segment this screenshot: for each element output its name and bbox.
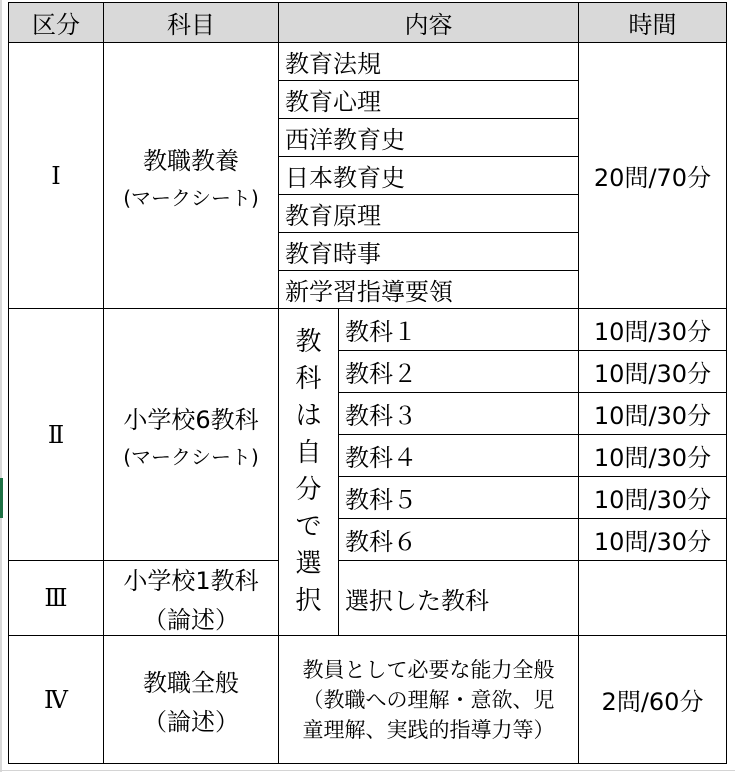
vertical-char: 科: [295, 364, 322, 394]
section4-content-cell[interactable]: [279, 636, 579, 764]
section3-kamoku-sub: （論述）: [143, 606, 239, 634]
section3-kubun[interactable]: Ⅲ: [9, 561, 104, 636]
section1-kamoku-cell[interactable]: [104, 43, 279, 309]
section2-time[interactable]: 10問/30分: [579, 351, 727, 393]
section4-content-line: 教員として必要な能力全般: [302, 657, 555, 682]
section2-item[interactable]: 教科４: [339, 435, 579, 477]
header-jikan[interactable]: 時間: [579, 3, 727, 43]
exam-schedule-table: [8, 2, 727, 764]
section4-content-line: 童理解、実践的指導力等）: [302, 717, 555, 742]
header-kamoku[interactable]: 科目: [104, 3, 279, 43]
vertical-char: で: [295, 512, 322, 542]
section2-item[interactable]: 教科５: [339, 477, 579, 519]
header-naiyou[interactable]: 内容: [279, 3, 579, 43]
section2-item[interactable]: 教科１: [339, 309, 579, 351]
section1-item[interactable]: 新学習指導要領: [279, 271, 579, 309]
section4-kubun[interactable]: Ⅳ: [9, 636, 104, 764]
row-selection-marker: [0, 478, 3, 518]
vertical-char: 択: [295, 586, 322, 616]
section3-time[interactable]: [579, 561, 727, 636]
section1-item[interactable]: 日本教育史: [279, 157, 579, 195]
section1-item[interactable]: 教育原理: [279, 195, 579, 233]
section2-item[interactable]: 教科３: [339, 393, 579, 435]
section1-item[interactable]: 教育法規: [279, 43, 579, 81]
section1-time[interactable]: 20問/70分: [579, 43, 727, 309]
section4-content-line: （教職への理解・意欲、児: [302, 687, 555, 712]
section2-kamoku-sub: (マークシート): [123, 444, 259, 469]
section1-item[interactable]: 教育心理: [279, 81, 579, 119]
section2-time[interactable]: 10問/30分: [579, 519, 727, 561]
section4-time[interactable]: 2問/60分: [579, 636, 727, 764]
section4-kamoku-sub: （論述）: [143, 707, 239, 736]
section3-content[interactable]: 選択した教科: [339, 561, 579, 636]
header-row: [9, 3, 727, 43]
section4-kamoku: 教職全般: [143, 668, 239, 697]
vertical-char: は: [295, 401, 322, 431]
section3-kamoku-cell[interactable]: [104, 561, 279, 636]
section2-item[interactable]: 教科６: [339, 519, 579, 561]
section1-kamoku: 教職教養: [143, 146, 239, 175]
vertical-char: 自: [295, 438, 322, 468]
sheet-edge: [0, 0, 2, 772]
section2-kamoku-cell[interactable]: [104, 309, 279, 561]
section2-item[interactable]: 教科２: [339, 351, 579, 393]
vertical-note-cell[interactable]: [279, 309, 339, 636]
section2-time[interactable]: 10問/30分: [579, 393, 727, 435]
section2-time[interactable]: 10問/30分: [579, 309, 727, 351]
section3-kamoku: 小学校1教科: [123, 567, 259, 595]
section2-time[interactable]: 10問/30分: [579, 477, 727, 519]
vertical-note: [295, 324, 323, 620]
section1-item[interactable]: 西洋教育史: [279, 119, 579, 157]
header-kubun[interactable]: 区分: [9, 3, 104, 43]
section1-item[interactable]: 教育時事: [279, 233, 579, 271]
vertical-char: 選: [295, 549, 322, 579]
section2-time[interactable]: 10問/30分: [579, 435, 727, 477]
sheet-gridline: [0, 770, 735, 771]
section4-content: [279, 655, 578, 745]
vertical-char: 分: [295, 475, 322, 505]
section1-kubun[interactable]: Ⅰ: [9, 43, 104, 309]
section1-kamoku-sub: (マークシート): [123, 185, 259, 210]
vertical-char: 教: [295, 327, 322, 357]
section2-kamoku: 小学校6教科: [123, 405, 259, 434]
section2-kubun[interactable]: Ⅱ: [9, 309, 104, 561]
section4-kamoku-cell[interactable]: [104, 636, 279, 764]
